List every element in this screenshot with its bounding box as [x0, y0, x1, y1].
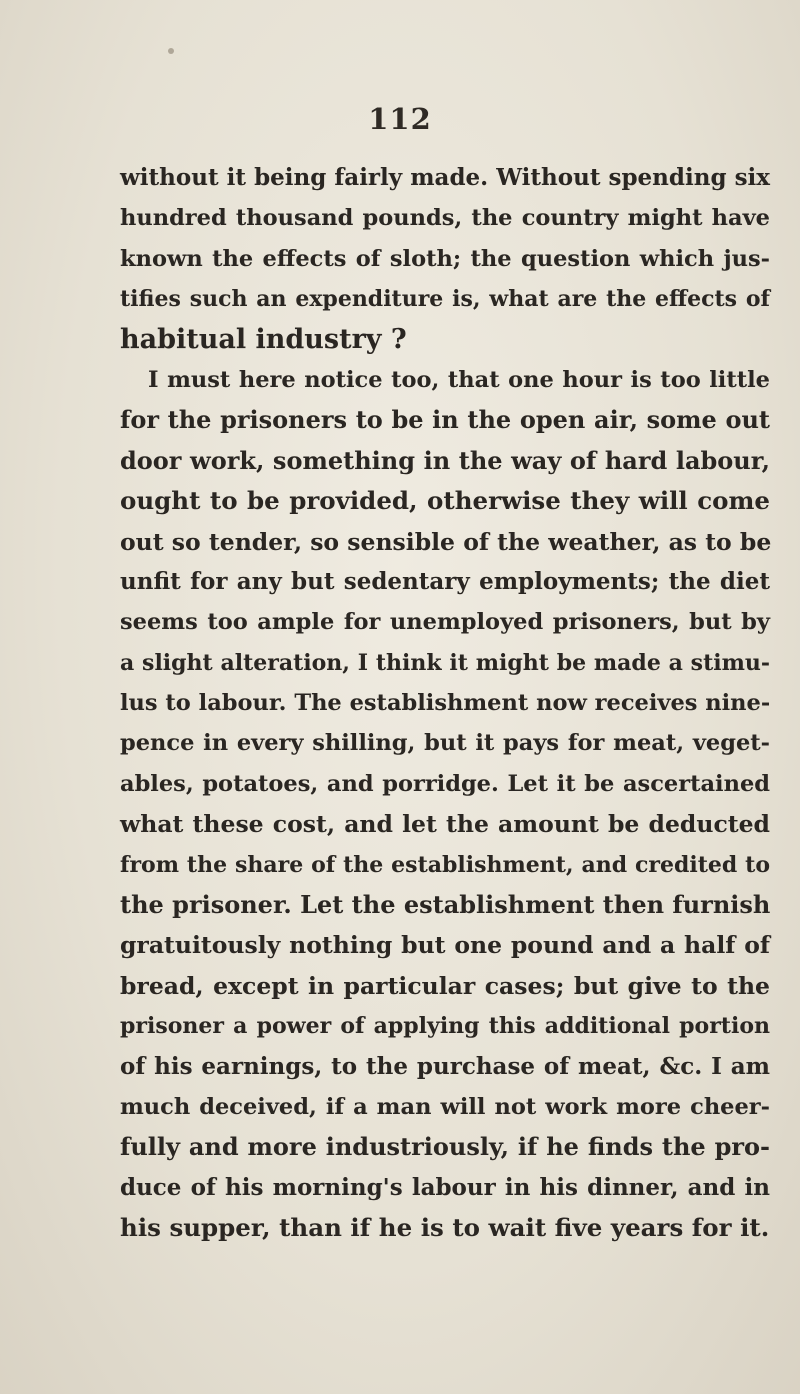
- text-line: ought to be provided, otherwise they will come: [120, 486, 770, 516]
- text-line: duce of his morning's labour in his dinner, and in: [120, 1173, 770, 1201]
- text-line: unfit for any but sedentary employments; the diet: [120, 567, 770, 595]
- text-line: bread, except in particular cases; but give to the: [120, 971, 770, 1000]
- text-line: of his earnings, to the purchase of meat, &c. I am: [120, 1052, 770, 1080]
- text-line: for the prisoners to be in the open air, some out: [120, 405, 770, 435]
- text-line: a slight alteration, I think it might be made a stimu-: [120, 649, 770, 676]
- text-line: seems too ample for unemployed prisoners, but by: [120, 609, 770, 636]
- text-line: hundred thousand pounds, the country might have: [120, 205, 770, 232]
- body-text: [120, 158, 770, 1249]
- text-line: without it being fairly made. Without spending six: [120, 164, 770, 191]
- text-line: much deceived, if a man will not work more cheer-: [120, 1093, 770, 1120]
- text-line: fully and more industriously, if he finds the pro-: [120, 1132, 770, 1162]
- text-line: what these cost, and let the amount be deducted: [120, 810, 770, 839]
- page-number: 112: [368, 102, 432, 136]
- text-line: ables, potatoes, and porridge. Let it be ascertained: [120, 770, 770, 797]
- paragraph-start-line: I must here notice too, that one hour is too little: [148, 366, 770, 393]
- text-line: prisoner a power of applying this additional portion: [120, 1013, 770, 1040]
- paper-speck: [168, 48, 174, 54]
- text-line: tifies such an expenditure is, what are the effects of: [120, 286, 770, 313]
- text-line: his supper, than if he is to wait five years for it.: [120, 1213, 770, 1243]
- text-line: known the effects of sloth; the question which jus-: [120, 245, 770, 272]
- text-line: from the share of the establishment, and credited to: [120, 851, 770, 878]
- text-line: pence in every shilling, but it pays for meat, veget-: [120, 730, 770, 757]
- text-line: habitual industry ?: [120, 323, 407, 355]
- text-line: gratuitously nothing but one pound and a half of: [120, 931, 770, 960]
- text-line: out so tender, so sensible of the weather, as to be: [120, 527, 772, 556]
- text-line: lus to labour. The establishment now receives nine-: [120, 690, 771, 717]
- text-line: door work, something in the way of hard labour,: [120, 445, 770, 475]
- text-line: the prisoner. Let the establishment then furnish: [120, 890, 771, 920]
